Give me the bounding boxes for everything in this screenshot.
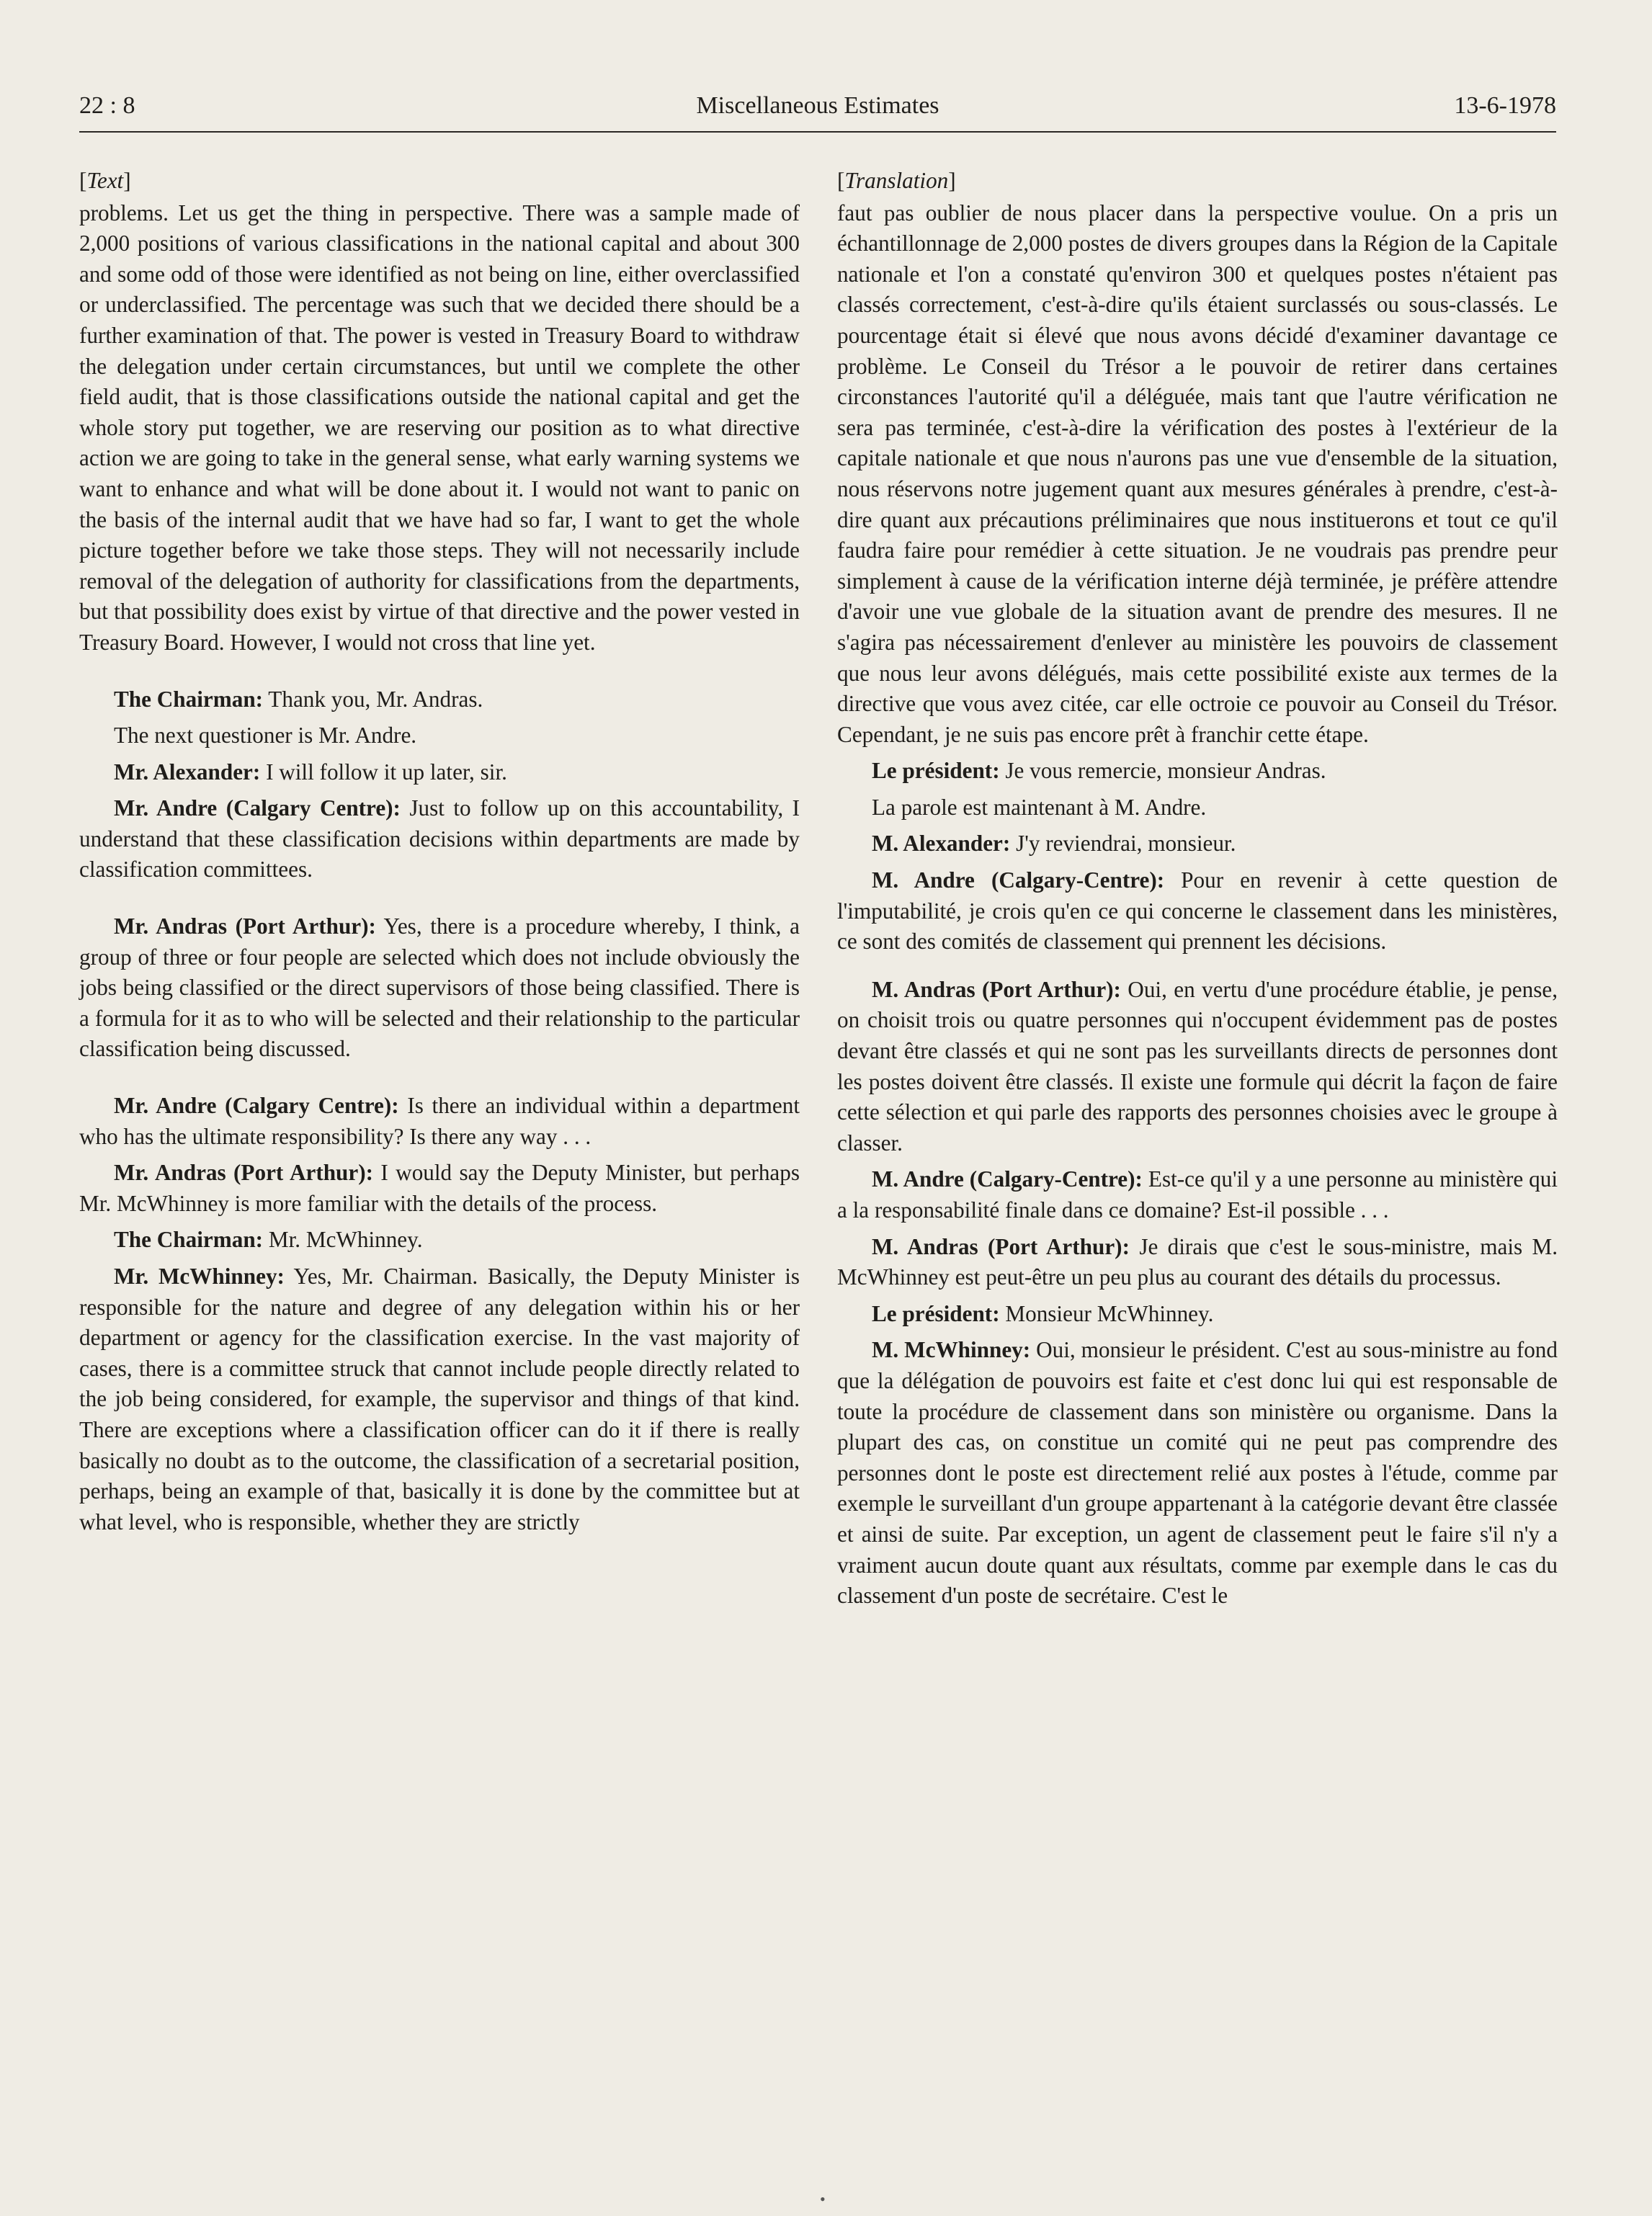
speaker-name: Le président: [872, 758, 1000, 784]
page-number: 22 : 8 [79, 92, 135, 119]
paragraph: M. Andre (Calgary-Centre): Est-ce qu'il y a une personne au ministère qui a la responsabilité finale dans ce domaine? Est-il possible . . . [837, 1166, 1558, 1223]
right-column [837, 166, 1558, 1612]
speaker-name: The Chairman: [114, 686, 264, 712]
speaker-name: Mr. Andras (Port Arthur): [114, 1160, 374, 1186]
paragraph: Mr. Andre (Calgary Centre): Is there an individual within a department who has the ultimate responsibility? Is there any way . . . [79, 1093, 800, 1149]
paragraph: M. Alexander: J'y reviendrai, monsieur. [872, 831, 1236, 857]
speaker-name: M. Andras (Port Arthur): [872, 976, 1121, 1002]
speaker-name: M. McWhinney: [872, 1337, 1031, 1363]
paragraph: Mr. Alexander: I will follow it up later, sir. [114, 759, 507, 785]
paragraph: Mr. Andre (Calgary Centre): Just to follow up on this accountability, I understand that these classification decisions within departments are made by classification committees. [79, 795, 800, 883]
speaker-name: M. Andras (Port Arthur): [872, 1233, 1130, 1259]
speaker-name: Mr. Andras (Port Arthur): [114, 913, 376, 939]
header-date: 13-6-1978 [1454, 92, 1556, 119]
paragraph: M. Andras (Port Arthur): Je dirais que c'est le sous-ministre, mais M. McWhinney est peut-être un peu plus au courant des détails du processus. [837, 1233, 1558, 1290]
paragraph: Le président: Monsieur McWhinney. [872, 1300, 1214, 1326]
speaker-name: Le président: [872, 1300, 1000, 1326]
paragraph: problems. Let us get the thing in perspective. There was a sample made of 2,000 positions of various classifications in the national capital and about 300 and some odd of those were identified as not being on line, either overclassified or underclassified. The percentage was such that we decided there should be a further examination of that. The power is vested in Treasury Board to withdraw the delegation under certain circumstances, but until we complete the other field audit, that is those classifications outside the national capital and get the whole story put together, we are reserving our position as to what directive action we are going to take in the general sense, what early warning systems we want to enhance and what will be done about it. I would not want to panic on the basis of the internal audit that we have had so far, I want to get the whole picture together before we take those steps. They will not necessarily include removal of the delegation of authority for classifications from the departments, but that possibility does exist by virtue of that directive and the power vested in Treasury Board. However, I would not cross that line yet. [79, 200, 800, 655]
paragraph: Le président: Je vous remercie, monsieur Andras. [872, 758, 1326, 784]
paragraph: Mr. Andras (Port Arthur): Yes, there is a procedure whereby, I think, a group of three or four people are selected which does not include obviously the jobs being classified or the direct supervisors of those being classified. There is a formula for it as to who will be selected and their relationship to the particular classification being discussed. [79, 913, 800, 1062]
paragraph: M. Andras (Port Arthur): Oui, en vertu d'une procédure établie, je pense, on choisit trois ou quatre personnes qui n'occupent évidemment pas de postes devant être classés et qui ne sont pas les surveillants directs de personnes dont les postes doivent être classés. Il existe une formule qui décrit la façon de faire cette sélection et qui parle des rapports des personnes choisies avec le groupe à classer. [837, 976, 1558, 1156]
paragraph: M. Andre (Calgary-Centre): Pour en revenir à cette question de l'imputabilité, je crois qu'en ce qui concerne le classement dans les ministères, ce sont des comités de classement qui prennent les décisions. [837, 867, 1558, 955]
paragraph: The Chairman: Thank you, Mr. Andras. [114, 686, 483, 712]
speaker-name: Mr. Andre (Calgary Centre): [114, 795, 401, 821]
column-label: [Text] [79, 168, 131, 193]
left-column-text [79, 198, 800, 1538]
speaker-name: The Chairman: [114, 1227, 264, 1253]
speaker-name: Mr. Andre (Calgary Centre): [114, 1093, 399, 1119]
speaker-name: M. Andre (Calgary-Centre): [872, 1166, 1143, 1192]
paragraph: faut pas oublier de nous placer dans la perspective voulue. On a pris un échantillonnage de 2,000 postes de divers groupes dans la Région de la Capitale nationale et l'on a constaté qu'environ 300 et quelques postes n'étaient pas classés correctement, c'est-à-dire qu'ils étaient surclassés ou sous-classés. Le pourcentage était si élevé que nous avons décidé d'examiner davantage ce problème. Le Conseil du Trésor a le pouvoir de retirer dans certaines circonstances l'autorité qu'il a déléguée, mais tant que l'autre vérification ne sera pas terminée, c'est-à-dire la vérification des postes à l'extérieur de la capitale nationale et que nous n'aurons pas une vue d'ensemble de la situation, nous réservons notre jugement quant aux mesures générales à prendre, c'est-à-dire quant aux précautions préliminaires que nous instituerons et tout ce qu'il faudra faire pour remédier à cette situation. Je ne voudrais pas prendre peur simplement à cause de la vérification interne déjà terminée, je préfère attendre d'avoir une vue globale de la situation avant de prendre des mesures. Il ne s'agira pas nécessairement d'enlever au ministère les pouvoirs de classement que nous leur avons délégués, mais cette possibilité existe aux termes de la directive que vous avez citée, car elle octroie ce pouvoir au Conseil du Trésor. Cependant, je ne suis pas encore prêt à franchir cette étape. [837, 200, 1558, 747]
paragraph: The next questioner is Mr. Andre. [114, 723, 417, 749]
speaker-name: M. Alexander: [872, 831, 1011, 857]
paragraph: La parole est maintenant à M. Andre. [872, 794, 1207, 820]
column-label: [Translation] [837, 168, 956, 193]
speaker-name: M. Andre (Calgary-Centre): [872, 867, 1165, 893]
paragraph: The Chairman: Mr. McWhinney. [114, 1227, 423, 1253]
paragraph: M. McWhinney: Oui, monsieur le président. C'est au sous-ministre au fond que la délégation de pouvoirs est faite et c'est donc lui qui est responsable de toute la procédure de classement dans son ministère ou organisme. Dans la plupart des cas, on constitue un comité qui ne peut pas comprendre des personnes dont le poste est directement relié aux postes à l'étude, comme par exemple le surveillant d'un groupe appartenant à la catégorie devant être classée et ainsi de suite. Par exception, un agent de classement peut le faire s'il n'y a vraiment aucun doute quant aux résultats, comme par exemple dans le cas du classement d'un poste de secrétaire. C'est le [837, 1337, 1558, 1609]
speaker-name: Mr. Alexander: [114, 759, 261, 785]
bottom-dot: • [820, 2190, 826, 2208]
paragraph: Mr. McWhinney: Yes, Mr. Chairman. Basically, the Deputy Minister is responsible for the nature and degree of any delegation within his or her department or agency for the classification exercise. In the vast majority of cases, there is a committee struck that cannot include people directly related to the job being considered, for example, the supervisor and things of that kind. There are exceptions where a classification officer can do it if there is really basically no doubt as to the outcome, the classification of a secretarial position, perhaps, being an example of that, basically it is done by the committee but at what level, who is responsible, whether they are strictly [79, 1264, 800, 1534]
speaker-name: Mr. McWhinney: [114, 1264, 285, 1289]
right-column-text [837, 198, 1558, 1612]
running-title: Miscellaneous Estimates [696, 92, 939, 119]
page-header [79, 88, 1556, 133]
left-column [79, 166, 800, 1537]
paragraph: Mr. Andras (Port Arthur): I would say the Deputy Minister, but perhaps Mr. McWhinney is more familiar with the details of the process. [79, 1160, 800, 1216]
